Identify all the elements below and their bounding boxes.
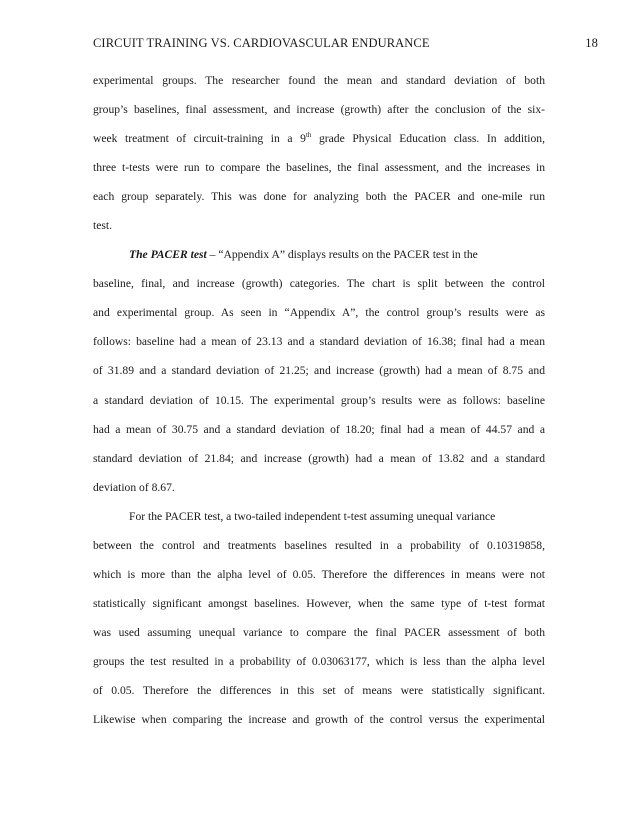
text-run: week treatment of circuit-training in a 9 <box>93 132 306 146</box>
text-line: deviation of 8.67. <box>93 480 175 494</box>
text-line: of 0.05. Therefore the differences in this set of means were statistically significant. <box>93 683 545 697</box>
running-head: CIRCUIT TRAINING VS. CARDIOVASCULAR ENDURANCE <box>93 36 430 50</box>
text-line: Likewise when comparing the increase and growth of the control versus the experimental <box>93 713 545 727</box>
text-line: a standard deviation of 10.15. The experimental group’s results were as follows: baseline <box>93 393 545 407</box>
text-line: had a mean of 30.75 and a standard deviation of 18.20; final had a mean of 44.57 and a <box>93 422 545 436</box>
page-number: 18 <box>585 36 598 50</box>
text-run: grade Physical Education class. In addition, <box>311 132 545 146</box>
text-line: group’s baselines, final assessment, and increase (growth) after the conclusion of the six- <box>93 103 545 117</box>
text-line: test. <box>93 219 112 233</box>
text-line: standard deviation of 21.84; and increase (growth) had a mean of 13.82 and a standard <box>93 451 545 465</box>
text-line: baseline, final, and increase (growth) categories. The chart is split between the control <box>93 277 545 291</box>
text-line <box>93 240 545 269</box>
superscript: th <box>305 131 312 140</box>
text-line: of 31.89 and a standard deviation of 21.25; and increase (growth) had a mean of 8.75 and <box>93 364 545 378</box>
body-text <box>93 66 545 734</box>
text-line: follows: baseline had a mean of 23.13 and a standard deviation of 16.38; final had a mean <box>93 335 545 349</box>
text-line: experimental groups. The researcher found the mean and standard deviation of both <box>93 74 545 87</box>
text-line: statistically significant amongst baselines. However, when the same type of t-test format <box>93 596 545 610</box>
text-line: and experimental group. As seen in “Appendix A”, the control group’s results were as <box>93 306 545 320</box>
text-run: – “Appendix A” displays results on the PACER test in the <box>206 248 478 262</box>
text-line: which is more than the alpha level of 0.05. Therefore the differences in means were not <box>93 567 545 581</box>
section-heading: The PACER test <box>129 248 207 262</box>
text-line <box>93 124 545 153</box>
text-line: For the PACER test, a two-tailed independent t-test assuming unequal variance <box>129 509 496 523</box>
text-line: between the control and treatments baselines resulted in a probability of 0.10319858, <box>93 538 545 552</box>
text-line: three t-tests were run to compare the baselines, the final assessment, and the increases in <box>93 161 545 175</box>
text-line: groups the test resulted in a probability of 0.03063177, which is less than the alpha level <box>93 654 545 668</box>
text-line: each group separately. This was done for analyzing both the PACER and one-mile run <box>93 190 545 204</box>
text-line: was used assuming unequal variance to compare the final PACER assessment of both <box>93 625 545 639</box>
